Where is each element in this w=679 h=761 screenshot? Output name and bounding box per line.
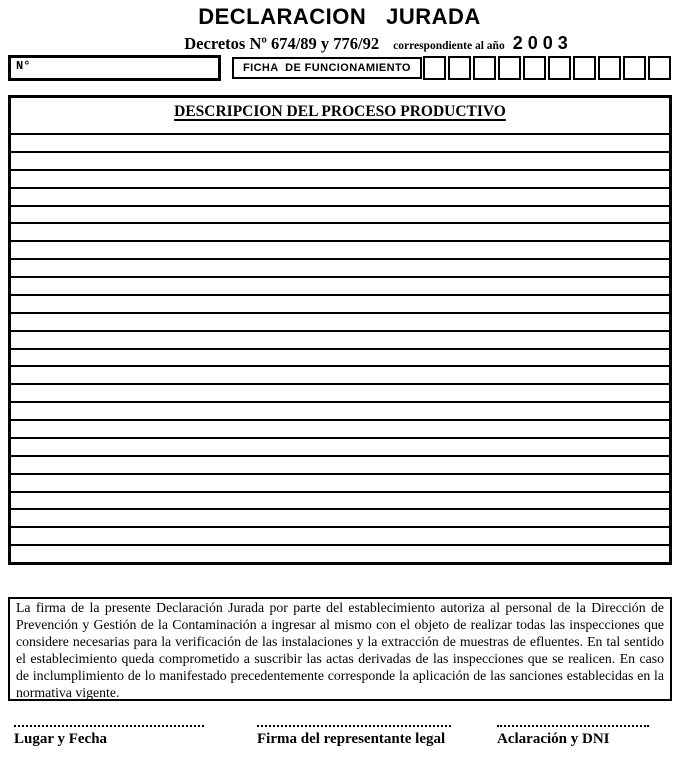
ficha-label: FICHA DE FUNCIONAMIENTO [243,62,411,74]
process-blank-row [11,419,669,437]
signature-dotted-line [497,716,649,727]
ficha-code-cell [573,56,596,80]
legal-notice-box [8,597,672,701]
year-value: 2003 [512,33,573,53]
process-blank-row [11,222,669,240]
process-blank-row [11,455,669,473]
subtitle-row [0,33,679,54]
year-label: correspondiente al año [393,40,505,52]
process-blank-row [11,133,669,151]
process-blank-row [11,151,669,169]
ficha-code-cell [648,56,671,80]
signature-label-place-date: Lugar y Fecha [14,731,108,747]
process-blank-row [11,473,669,491]
process-blank-row [11,312,669,330]
ficha-code-cell [548,56,571,80]
process-blank-row [11,365,669,383]
process-blank-rows [11,133,669,562]
signature-dotted-line [14,716,204,727]
legal-notice-text: La firma de la presente Declaración Jurada por parte del establecimiento autoriza al personal de la Dirección de Prevención y Gestión de la Contaminación a ingresar al mismo con el objeto de realizar todas las inspecciones que considere necesarias para la verificación de las instalaciones y la extracción de muestras de efluentes. En tal sentido el establecimiento queda comprometido a suscribir las actas derivadas de las inspecciones que se realicen. En caso de inclumplimiento de lo manifestado precedentemente corresponde la aplicación de las sanciones establecidas en la normativa vigente. [16,600,664,700]
process-blank-row [11,437,669,455]
process-blank-row [11,294,669,312]
process-title-row [11,98,669,133]
ficha-code-cell [623,56,646,80]
ficha-code-cell [423,56,446,80]
process-blank-row [11,258,669,276]
form-number-box [8,55,221,81]
process-blank-row [11,187,669,205]
ficha-code-cell [498,56,521,80]
form-number-label: N° [16,59,31,73]
process-section-title: DESCRIPCION DEL PROCESO PRODUCTIVO [174,103,506,120]
process-blank-row [11,526,669,544]
process-blank-row [11,330,669,348]
ficha-label-box [232,57,422,79]
form-title: DECLARACION JURADA [198,4,481,29]
process-blank-row [11,169,669,187]
ficha-code-cell [598,56,621,80]
process-blank-row [11,401,669,419]
signature-block-name-dni [497,716,649,748]
process-blank-row [11,508,669,526]
decrees-text: Decretos Nº 674/89 y 776/92 [184,34,380,53]
process-blank-row [11,205,669,223]
ficha-code-cell [473,56,496,80]
process-blank-row [11,348,669,366]
process-blank-row [11,544,669,562]
ficha-code-cells [423,56,673,80]
process-blank-row [11,491,669,509]
signature-label-legal-representative: Firma del representante legal [257,731,446,747]
signature-block-legal-representative [257,716,451,748]
process-blank-row [11,240,669,258]
ficha-code-cell [448,56,471,80]
process-description-section [8,95,672,565]
signature-block-place-date [14,716,204,748]
ficha-code-cell [523,56,546,80]
signature-label-name-dni: Aclaración y DNI [497,731,610,747]
process-blank-row [11,383,669,401]
signature-dotted-line [257,716,451,727]
process-blank-row [11,276,669,294]
